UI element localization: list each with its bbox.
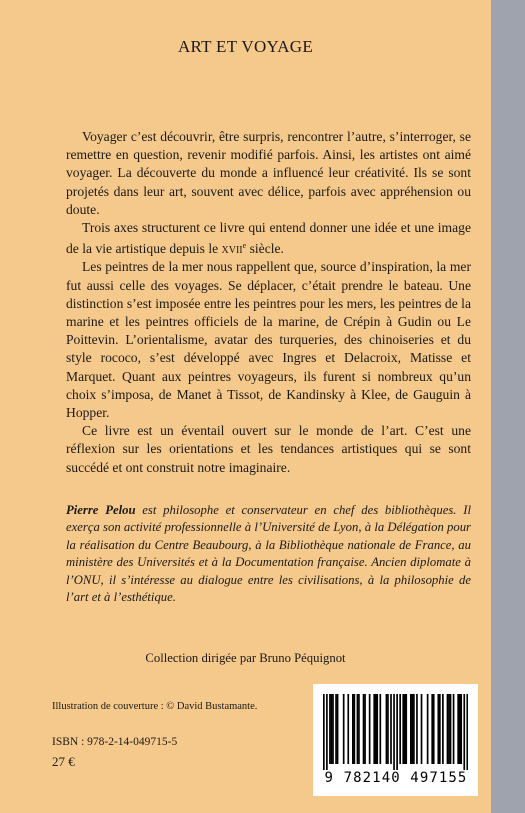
- barcode-bar: [335, 694, 337, 764]
- barcode-bar: [331, 694, 333, 764]
- barcode-bar: [354, 694, 356, 764]
- barcode-bar: [404, 694, 406, 764]
- barcode-bar: [387, 694, 389, 764]
- author-bio-text: est philosophe et conservateur en chef des bibliothèques. Il exerça son activité professionnelle à l’Université de Lyon, à la Délégation pour la réalisation du Centre Beaubourg, à la Bibliothèque nationale de France, au ministère des Universités et à la Documentation française. Ancien diplomate à l’ONU, il s’intéresse au dialogue entre les civilisations, à la philosophie de l’art et à l’esthétique.: [66, 503, 471, 605]
- barcode-bar: [421, 694, 423, 764]
- barcode-bar: [427, 694, 429, 764]
- barcode-bar: [466, 694, 468, 770]
- barcode-bar: [413, 694, 415, 764]
- back-cover-blurb: [66, 128, 471, 477]
- price: 27 €: [52, 754, 75, 769]
- barcode-bar: [402, 694, 404, 764]
- blurb-paragraph: Voyager c’est découvrir, être surpris, rencontrer l’autre, s’interroger, se remettre en question, revenir modifié parfois. Ainsi, les artistes ont aimé voyager. La découverte du monde a influencé leur créativité. Ils se sont projetés dans leur art, souvent avec délice, parfois avec appréhension ou doute.: [66, 129, 471, 217]
- barcode-bar: [375, 694, 377, 764]
- barcode-bar: [332, 694, 334, 764]
- barcode-bar: [352, 694, 354, 764]
- barcode-bar: [460, 694, 462, 764]
- collection-note: Collection dirigée par Bruno Péquignot: [145, 651, 346, 665]
- barcode-bar: [437, 694, 439, 764]
- author-name: Pierre Pelou: [66, 503, 136, 517]
- barcode-bar: [459, 694, 461, 764]
- blurb-paragraph: Les peintres de la mer nous rappellent que, source d’inspiration, la mer fut aussi celle des voyages. Se déplacer, c’était prendre le bateau. Une distinction s’est imposée entre les peintres pour les mers, les peintres de la marine et les peintres officiels de la marine, de Crépin à Gudin ou Le Poittevin. L’orientalisme, avatar des turqueries, des chinoiseries et du style rococo, s’est développé avec Ingres et Delacroix, Matisse et Marquet. Quant aux peintres voyageurs, ils furent si nombreux qu’un choix s’imposa, de Manet à Tissot, de Kandinsky à Klee, de Gauguin à Hopper.: [66, 259, 471, 421]
- barcode-bar: [412, 694, 414, 764]
- barcode-number: 9 782140 497155: [324, 770, 468, 786]
- barcode-bar: [410, 694, 412, 764]
- barcode-bar: [373, 694, 375, 764]
- barcode-bar: [463, 694, 465, 770]
- barcode-bar: [453, 694, 455, 764]
- blurb-paragraph: Ce livre est un éventail ouvert sur le monde de l’art. C’est une réflexion sur les orientations et les tendances artistiques qui se sont succédé et ont construit notre imaginaire.: [66, 423, 471, 475]
- barcode-bar: [448, 694, 450, 764]
- barcode-bar: [329, 694, 331, 764]
- barcode-bar: [431, 694, 433, 764]
- barcode-bar: [376, 694, 378, 764]
- barcode-bar: [323, 694, 325, 770]
- barcode-bar: [369, 694, 371, 764]
- barcode-bar: [357, 694, 359, 764]
- book-title: ART ET VOYAGE: [177, 37, 314, 56]
- barcode: [313, 684, 478, 796]
- barcode-bar: [363, 694, 365, 764]
- barcode-bar: [433, 694, 435, 764]
- barcode-bar: [439, 694, 441, 764]
- book-spine: [491, 0, 525, 813]
- blurb-paragraph: Trois axes structurent ce livre qui entend donner une idée et une image de la vie artistique depuis le xvii$^e$ siècle.: [66, 220, 471, 257]
- cover-illustration-credit: Illustration de couverture : © David Bustamante.: [52, 701, 258, 712]
- century-superscript: e: [242, 241, 247, 251]
- barcode-bar: [457, 694, 459, 764]
- barcode-bar: [343, 694, 345, 764]
- barcode-bar: [393, 694, 395, 770]
- barcode-bar: [326, 694, 328, 770]
- barcode-bar: [390, 694, 392, 764]
- barcode-bar: [450, 694, 452, 764]
- barcode-bar: [396, 694, 398, 770]
- barcode-bar: [399, 694, 401, 764]
- barcode-bar: [337, 694, 339, 764]
- author-bio: [66, 502, 471, 606]
- barcode-bar: [447, 694, 449, 764]
- barcode-bar: [379, 694, 381, 764]
- barcode-bar: [347, 694, 349, 764]
- barcode-bar: [405, 694, 407, 764]
- barcode-bar: [358, 694, 360, 764]
- barcode-bar: [416, 694, 418, 764]
- isbn: ISBN : 978-2-14-049715-5: [52, 736, 178, 748]
- barcode-bar: [364, 694, 366, 764]
- barcode-bar: [386, 694, 388, 764]
- century-numeral: xvii: [221, 241, 243, 257]
- barcode-bar: [442, 694, 444, 764]
- barcode-bars: [323, 694, 468, 770]
